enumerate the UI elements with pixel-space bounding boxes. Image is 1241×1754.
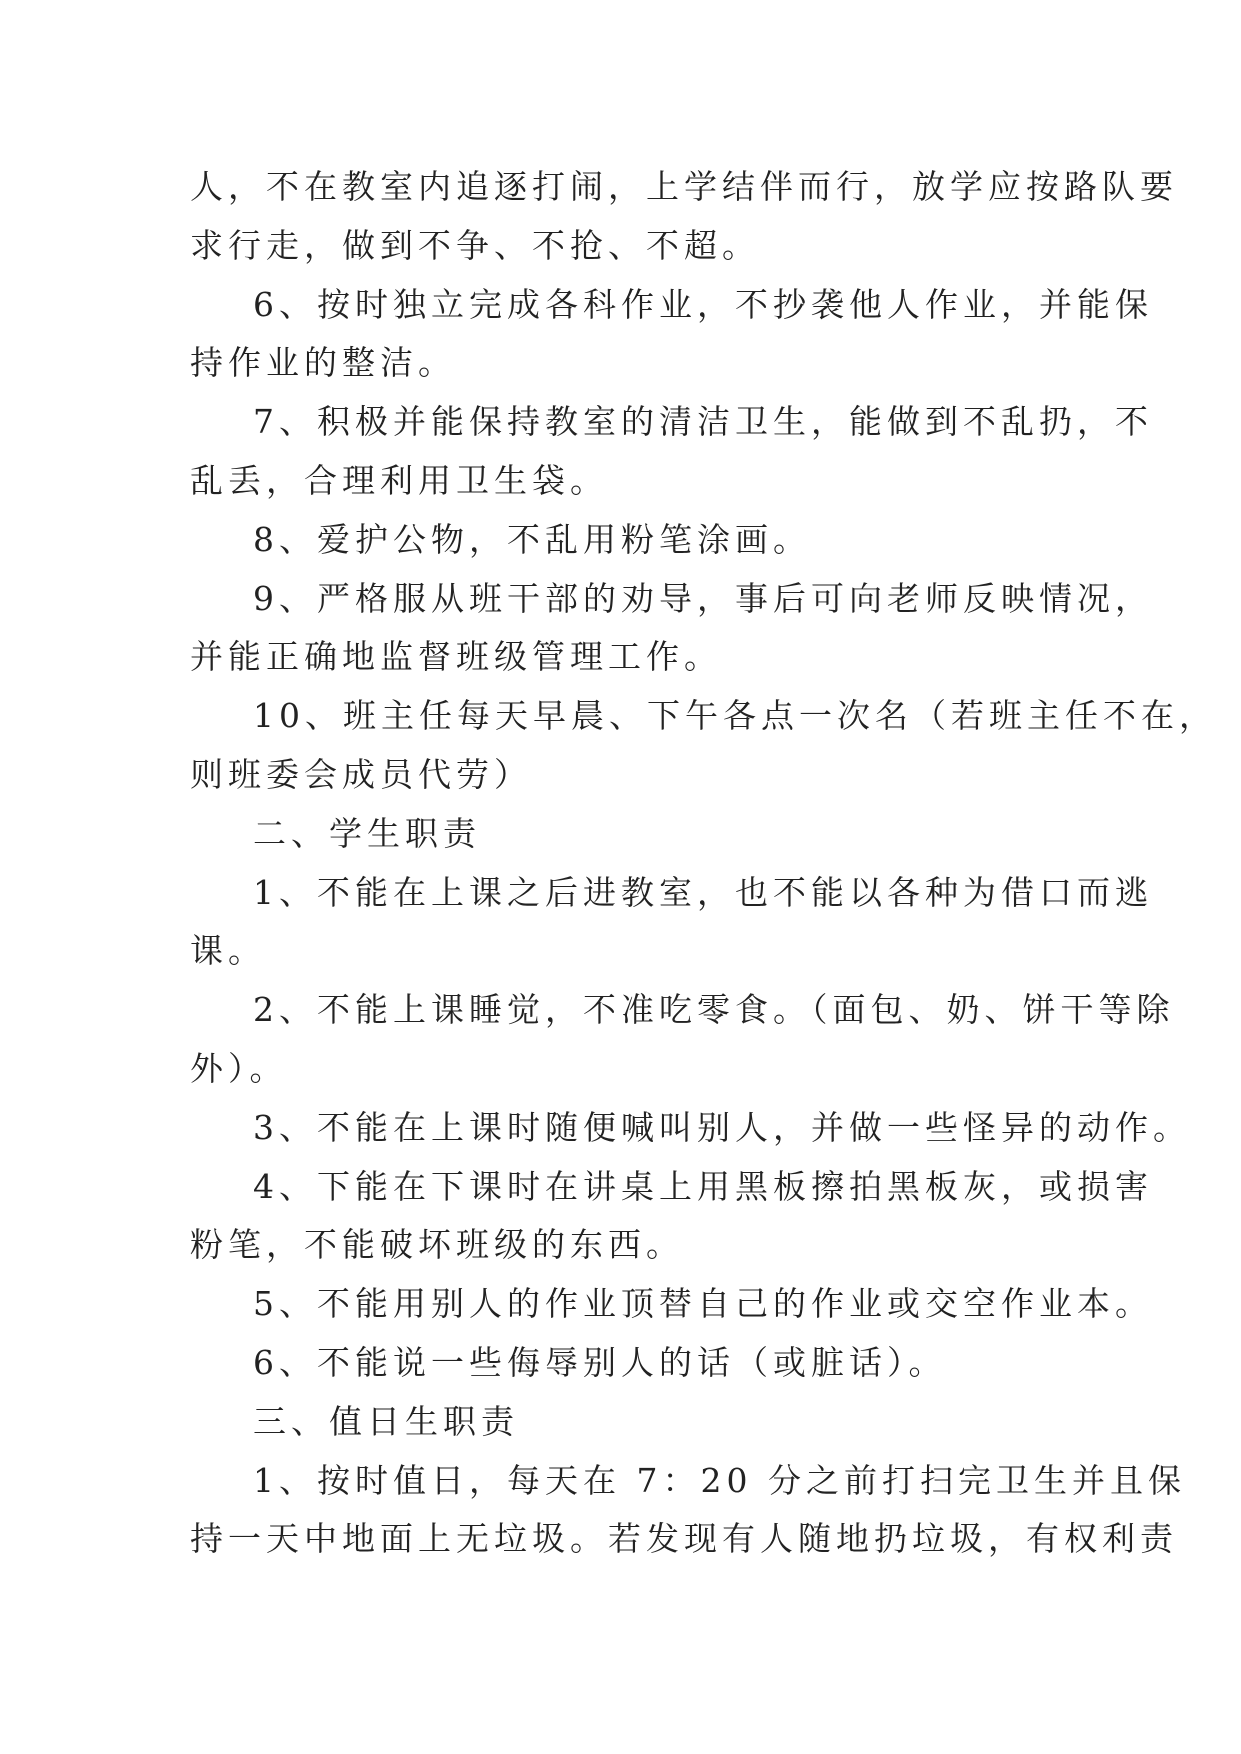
text-line: 1、不能在上课之后进教室，也不能以各种为借口而逃 [253,872,1153,912]
text-line: 则班委会成员代劳） [190,754,532,794]
text-line: 10、班主任每天早晨、下午各点一次名（若班主任不在， [253,696,1217,736]
text-line: 7、积极并能保持教室的清洁卫生，能做到不乱扔，不 [253,402,1153,442]
text-line: 6、按时独立完成各科作业，不抄袭他人作业，并能保 [253,284,1153,324]
text-line: 3、不能在上课时随便喊叫别人，并做一些怪异的动作。 [253,1107,1191,1147]
text-line: 乱丢，合理利用卫生袋。 [190,460,608,500]
text-line: 持作业的整洁。 [190,343,456,383]
text-line: 4、下能在下课时在讲桌上用黑板擦拍黑板灰，或损害 [253,1166,1153,1206]
text-line: 5、不能用别人的作业顶替自己的作业或交空作业本。 [253,1284,1153,1324]
text-line: 求行走，做到不争、不抢、不超。 [190,225,760,265]
text-line: 粉笔，不能破坏班级的东西。 [190,1225,684,1265]
document-body [190,158,1217,1569]
text-line: 2、不能上课睡觉，不准吃零食。（面包、奶、饼干等除 [253,990,1175,1030]
text-line: 6、不能说一些侮辱别人的话（或脏话）。 [253,1342,947,1382]
text-line: 持一天中地面上无垃圾。若发现有人随地扔垃圾，有权利责 [190,1519,1178,1559]
text-line: 课。 [190,931,266,971]
text-line: 外）。 [190,1048,288,1088]
section-heading: 二、学生职责 [253,813,481,853]
text-line: 人，不在教室内追逐打闹，上学结伴而行，放学应按路队要 [190,167,1178,206]
text-line: 1、按时值日，每天在 7：20 分之前打扫完卫生并且保 [253,1460,1186,1500]
text-line: 8、爱护公物，不乱用粉笔涂画。 [253,519,811,559]
section-heading: 三、值日生职责 [253,1401,519,1441]
text-line: 并能正确地监督班级管理工作。 [190,637,722,677]
text-line: 9、严格服从班干部的劝导，事后可向老师反映情况， [253,578,1153,618]
